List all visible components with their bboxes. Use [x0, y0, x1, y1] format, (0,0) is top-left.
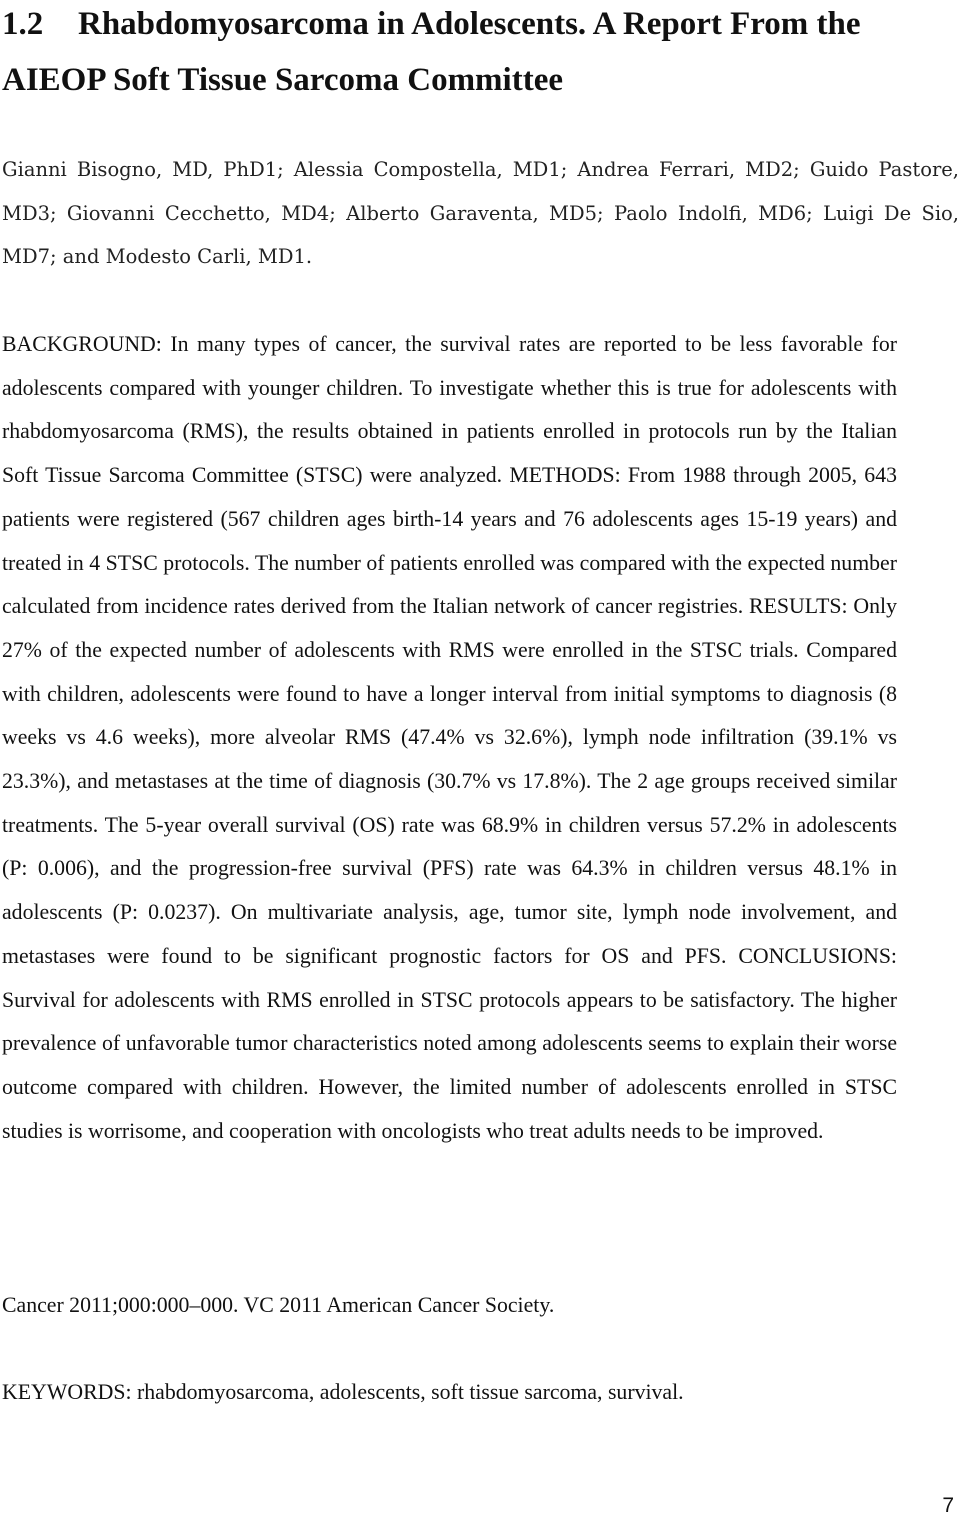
- section-number: 1.2: [2, 6, 44, 42]
- abstract-text: BACKGROUND: In many types of cancer, the survival rates are reported to be less favorable for adolescents compared with younger children. To investigate whether this is true for adolescents with rhabdomyosarcoma (RMS), the results obtained in patients enrolled in protocols run by the Italian Soft Tissue Sarcoma Committee (STSC) were analyzed. METHODS: From 1988 through 2005, 643 patients were registered (567 children ages birth-14 years and 76 adolescents ages 15-19 years) and treated in 4 STSC protocols. The number of patients enrolled was compared with the expected number calculated from incidence rates derived from the Italian network of cancer registries. RESULTS: Only 27% of the expected number of adolescents with RMS were enrolled in the STSC trials. Compared with children, adolescents were found to have a longer interval from initial symptoms to diagnosis (8 weeks vs 4.6 weeks), more alveolar RMS (47.4% vs 32.6%), lymph node infiltration (39.1% vs 23.3%), and metastases at the time of diagnosis (30.7% vs 17.8%). The 2 age groups received similar treatments. The 5-year overall survival (OS) rate was 68.9% in children versus 57.2% in adolescents (P: 0.006), and the progression-free survival (PFS) rate was 64.3% in children versus 48.1% in adolescents (P: 0.0237). On multivariate analysis, age, tumor site, lymph node involvement, and metastases were found to be significant prognostic factors for OS and PFS. CONCLUSIONS: Survival for adolescents with RMS enrolled in STSC protocols appears to be satisfactory. The higher prevalence of unfavorable tumor characteristics noted among adolescents seems to explain their worse outcome compared with children. However, the limited number of adolescents enrolled in STSC studies is worrisome, and cooperation with oncologists who treat adults needs to be improved.: [2, 332, 897, 1143]
- section-title: Rhabdomyosarcoma in Adolescents. A Report From the AIEOP Soft Tissue Sarcoma Committee: [2, 6, 861, 98]
- section-heading: [2, 0, 957, 108]
- page-number: 7: [942, 1494, 954, 1517]
- keywords-line: KEYWORDS: rhabdomyosarcoma, adolescents, soft tissue sarcoma, survival.: [2, 1380, 684, 1404]
- citation-line: Cancer 2011;000:000–000. VC 2011 American Cancer Society.: [2, 1293, 555, 1317]
- author-list: Gianni Bisogno, MD, PhD1; Alessia Compostella, MD1; Andrea Ferrari, MD2; Guido Pastore, MD3; Giovanni Cecchetto, MD4; Alberto Garaventa, MD5; Paolo Indolfi, MD6; Luigi De Sio, MD7; and Modesto Carli, MD1.: [2, 158, 959, 268]
